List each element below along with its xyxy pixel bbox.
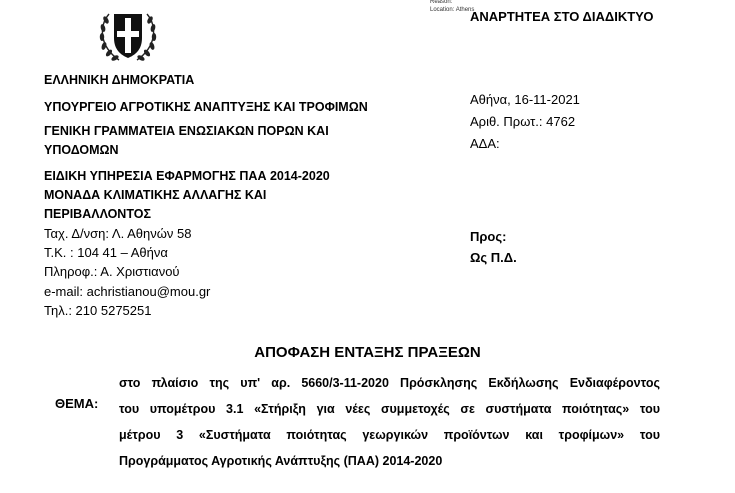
- header-secretariat-line2: ΥΠΟΔΟΜΩΝ: [44, 143, 119, 157]
- document-protocol: Αριθ. Πρωτ.: 4762: [470, 114, 576, 129]
- header-unit-line1: ΜΟΝΑΔΑ ΚΛΙΜΑΤΙΚΗΣ ΑΛΛΑΓΗΣ ΚΑΙ: [44, 188, 267, 202]
- contact-postcode: Τ.Κ. : 104 41 – Αθήνα: [44, 245, 168, 260]
- greek-coat-of-arms-icon: [95, 6, 161, 64]
- contact-address: Ταχ. Δ/νση: Λ. Αθηνών 58: [44, 226, 192, 241]
- header-republic: ΕΛΛΗΝΙΚΗ ΔΗΜΟΚΡΑΤΙΑ: [44, 73, 195, 87]
- contact-email-label: e-mail:: [44, 284, 87, 299]
- subject-line-2: του υπομέτρου 3.1 «Στήριξη για νέες συμμετοχές σε συστήματα ποιότητας» του: [119, 402, 660, 416]
- recipient-value: Ως Π.Δ.: [470, 250, 517, 265]
- contact-phone: Τηλ.: 210 5275251: [44, 303, 152, 318]
- decision-title: ΑΠΟΦΑΣΗ ΕΝΤΑΞΗΣ ΠΡΑΞΕΩΝ: [254, 344, 481, 361]
- document-ada: ΑΔΑ:: [470, 136, 500, 151]
- subject-label: ΘΕΜΑ:: [55, 396, 99, 411]
- recipient-label: Προς:: [470, 229, 507, 244]
- contact-email-row: [44, 284, 210, 299]
- header-secretariat-line1: ΓΕΝΙΚΗ ΓΡΑΜΜΑΤΕΙΑ ΕΝΩΣΙΑΚΩΝ ΠΟΡΩΝ ΚΑΙ: [44, 124, 329, 138]
- contact-email-link[interactable]: achristianou@mou.gr: [86, 284, 211, 299]
- document-date: Αθήνα, 16-11-2021: [470, 92, 580, 107]
- header-service: ΕΙΔΙΚΗ ΥΠΗΡΕΣΙΑ ΕΦΑΡΜΟΓΗΣ ΠΑΑ 2014-2020: [44, 169, 330, 183]
- signature-reason: Reason:: [430, 0, 453, 5]
- signature-location: Location: Athens: [430, 7, 475, 13]
- subject-line-4: Προγράμματος Αγροτικής Ανάπτυξης (ΠΑΑ) 2014-2020: [119, 454, 443, 468]
- contact-info: Πληροφ.: Α. Χριστιανού: [44, 264, 180, 279]
- subject-line-3: μέτρου 3 «Συστήματα ποιότητας γεωργικών προϊόντων και τροφίμων» του: [119, 428, 660, 442]
- header-unit-line2: ΠΕΡΙΒΑΛΛΟΝΤΟΣ: [44, 207, 151, 221]
- header-ministry: ΥΠΟΥΡΓΕΙΟ ΑΓΡΟΤΙΚΗΣ ΑΝΑΠΤΥΞΗΣ ΚΑΙ ΤΡΟΦΙΜΩΝ: [44, 100, 368, 114]
- post-notice: ΑΝΑΡΤΗΤΕΑ ΣΤΟ ΔΙΑΔΙΚΤΥΟ: [470, 9, 654, 24]
- subject-line-1: στο πλαίσιο της υπ' αρ. 5660/3-11-2020 Πρόσκλησης Εκδήλωσης Ενδιαφέροντος: [119, 376, 660, 390]
